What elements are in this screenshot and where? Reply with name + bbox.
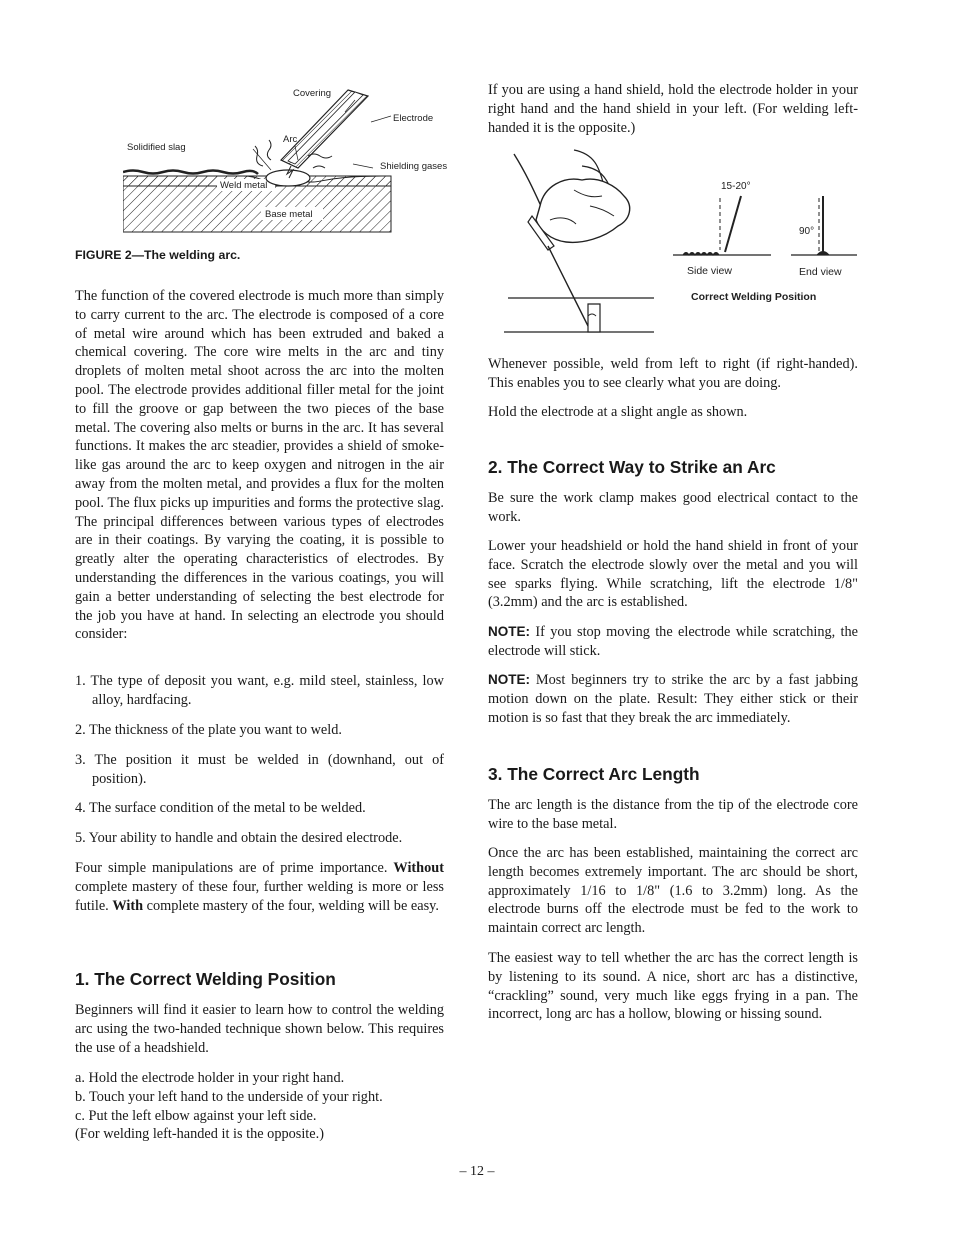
side-view-electrode bbox=[725, 196, 741, 252]
angle-paragraph: Hold the electrode at a slight angle as shown. bbox=[488, 404, 748, 420]
list-item: 5. Your ability to handle and obtain the desired electrode. bbox=[75, 830, 403, 846]
electrode-core bbox=[288, 92, 363, 164]
label-arc: Arc bbox=[283, 134, 298, 145]
note-jabbing: NOTE: Most beginners try to strike the arc by a fast jabbing motion down on the plate. Result: They either stick or their motion is so fast that they break the arc immediately. bbox=[488, 672, 858, 726]
position-figure-caption: Correct Welding Position bbox=[691, 291, 817, 303]
list-item: 4. The surface condition of the metal to be welded. bbox=[75, 800, 366, 816]
label-weld-metal: Weld metal bbox=[220, 180, 268, 191]
label-base-metal: Base metal bbox=[265, 209, 313, 220]
step-line: (For welding left-handed it is the opposite.) bbox=[75, 1126, 324, 1143]
emphasis-without: Without bbox=[393, 860, 444, 876]
emphasis-with: With bbox=[112, 897, 144, 914]
section2-paragraph-2: Lower your headshield or hold the hand shield in front of your face. Scratch the electrode slowly over the metal and you will see sparks flying. While scratching, lift the electrode 1/8" (3.2mm) and the arc is established. bbox=[488, 538, 858, 611]
list-item: 2. The thickness of the plate you want to weld. bbox=[75, 722, 342, 738]
four-manipulations-paragraph: Four simple manipulations are of prime importance. Without complete mastery of these four, further welding is more or less futile. With complete mastery of the four, welding will be easy. bbox=[75, 860, 444, 914]
direction-paragraph: Whenever possible, weld from left to right (if right-handed). This enables you to see clearly what you are doing. bbox=[488, 356, 858, 391]
end-view-label: End view bbox=[799, 266, 842, 278]
step-line: a. Hold the electrode holder in your right hand. bbox=[75, 1070, 345, 1086]
label-electrode: Electrode bbox=[393, 113, 434, 124]
electrode-rod bbox=[548, 246, 588, 326]
section3-paragraph-3: The easiest way to tell whether the arc has the correct length is by listening to its sound. A nice, short arc has a distinctive, “crackling” sound, very much like eggs frying in a pan. The incorrect, long arc has a hollow, blowing or hissing sound. bbox=[488, 950, 858, 1023]
label-shielding-gases: Shielding gases bbox=[380, 161, 448, 172]
side-view-label: Side view bbox=[687, 265, 732, 277]
intro-paragraph: The function of the covered electrode is much more than simply to carry current to the arc. The electrode is composed of a core of metal wire around which has been extruded and baked a chemical covering. The core wire melts in the arc and tiny droplets of molten metal shoot across the arc into the molten pool. The electrode provides additional filler metal for the joint to fill the groove or gap between the two pieces of the base metal. The covering also melts or burns in the arc. It has several functions. It makes the arc steadier, provides a shield of smoke-like gas around the arc to keep oxygen and nitrogen in the air away from the molten metal, and provides a flux for the molten pool. The flux picks up impurities and forms the protective slag. The principal differences between various types of electrodes are in their coatings. By varying the coating, it is possible to greatly alter the operating characteristics of electrodes. By understanding the differences in the various coatings, you will gain a better understanding of selecting the best electrode for the job you have at hand. In selecting an electrode you should consider: bbox=[75, 288, 444, 643]
page-number: – 12 – bbox=[459, 1164, 495, 1179]
note-label: NOTE: bbox=[488, 672, 530, 687]
step-line: c. Put the left elbow against your left side. bbox=[75, 1107, 317, 1124]
section2-paragraph-1: Be sure the work clamp makes good electrical contact to the work. bbox=[488, 490, 858, 525]
list-item: 3. The position it must be welded in (downhand, out of position). bbox=[75, 752, 444, 787]
step-line: b. Touch your left hand to the underside of your right. bbox=[75, 1088, 383, 1105]
correct-welding-position-diagram bbox=[671, 176, 858, 310]
section3-paragraph-2: Once the arc has been established, maintaining the correct arc length becomes extremely important. The arc should be short, approximately 1/16 to 1/8" (1.6 to 3.2mm) long. As the electrode burns off the electrode must be fed to the work to maintain correct arc length. bbox=[488, 845, 858, 937]
section-heading-welding-position: 1. The Correct Welding Position bbox=[75, 969, 336, 989]
glove-shape bbox=[536, 179, 630, 242]
note-label: NOTE: bbox=[488, 624, 530, 639]
welding-arc-figure bbox=[123, 82, 453, 237]
list-item: 1. The type of deposit you want, e.g. mild steel, stainless, low alloy, hardfacing. bbox=[75, 673, 444, 708]
section-heading-strike-arc: 2. The Correct Way to Strike an Arc bbox=[488, 457, 776, 477]
solidified-slag-line bbox=[123, 171, 258, 175]
note-stick: NOTE: If you stop moving the electrode while scratching, the electrode will stick. bbox=[488, 624, 858, 659]
section3-paragraph-1: The arc length is the distance from the tip of the electrode core wire to the base metal. bbox=[488, 797, 858, 832]
hand-shield-paragraph: If you are using a hand shield, hold the electrode holder in your right hand and the hand shield in your left. (For welding left-handed it is the opposite.) bbox=[488, 82, 858, 136]
figure-caption: FIGURE 2—The welding arc. bbox=[75, 248, 241, 262]
section-heading-arc-length: 3. The Correct Arc Length bbox=[488, 764, 700, 784]
angle-label: 15-20° bbox=[721, 181, 751, 192]
label-covering: Covering bbox=[293, 88, 332, 99]
end-angle-label: 90° bbox=[799, 226, 815, 237]
label-solidified-slag: Solidified slag bbox=[127, 142, 186, 153]
section1-steps bbox=[75, 1069, 444, 1144]
section1-paragraph: Beginners will find it easier to learn how to control the welding arc using the two-handed technique shown below. This requires the use of a headshield. bbox=[75, 1002, 444, 1056]
hand-holding-electrode-illustration bbox=[504, 146, 654, 342]
